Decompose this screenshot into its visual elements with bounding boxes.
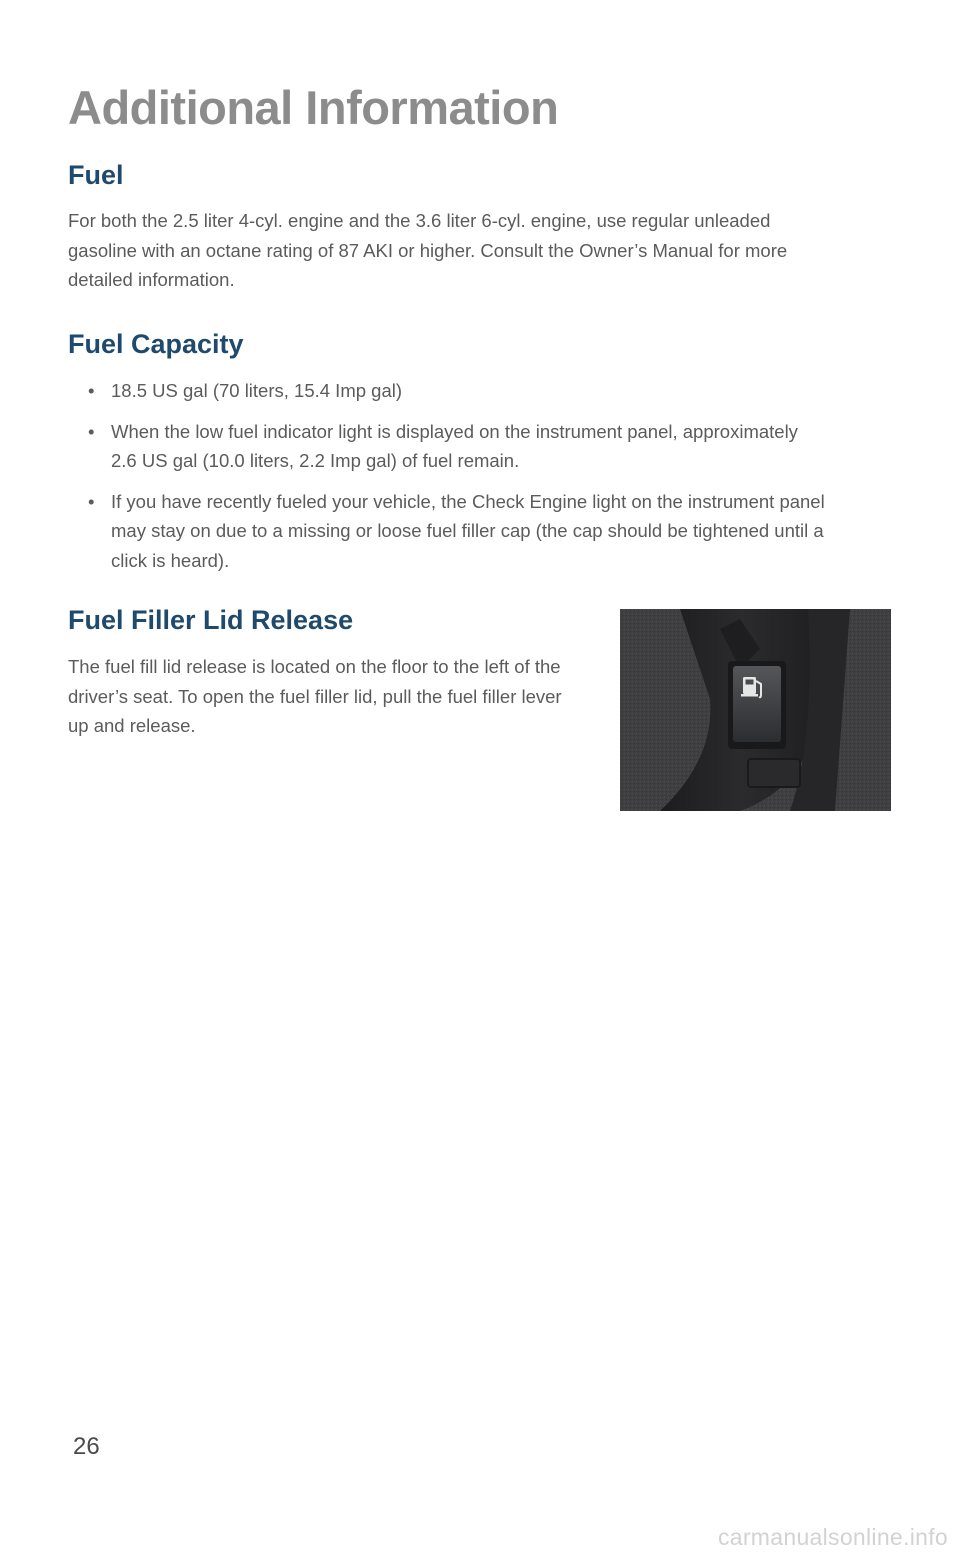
fuel-line-2: gasoline with an octane rating of 87 AKI or higher. Consult the Owner’s Manual for more (68, 239, 788, 261)
fuel-filler-line-1: The fuel fill lid release is located on the floor to the left of the (68, 656, 561, 677)
bullet-icon: • (88, 380, 95, 401)
bullet-icon: • (88, 490, 95, 512)
page-number: 26 (73, 1433, 100, 1460)
list-item (88, 417, 888, 476)
bullet-3-line-1: If you have recently fueled your vehicle, the Check Engine light on the instrument panel (111, 490, 825, 512)
list-item (88, 487, 888, 576)
fuel-filler-line-2: driver’s seat. To open the fuel filler lid, pull the fuel filler lever (68, 685, 562, 707)
fuel-line-1: For both the 2.5 liter 4-cyl. engine and the 3.6 liter 6-cyl. engine, use regular unleaded (68, 210, 771, 231)
fuel-filler-paragraph (68, 652, 608, 741)
fuel-capacity-list (88, 376, 888, 586)
fuel-heading: Fuel (68, 160, 124, 190)
fuel-capacity-heading: Fuel Capacity (68, 329, 244, 359)
fuel-filler-lever-illustration (620, 609, 891, 811)
bullet-2-line-1: When the low fuel indicator light is displayed on the instrument panel, approximately (111, 420, 798, 442)
page-title: Additional Information (68, 81, 559, 134)
fuel-filler-line-3: up and release. (68, 715, 196, 736)
fuel-filler-lever-photo (620, 609, 891, 811)
bullet-3-line-3: click is heard). (111, 549, 230, 571)
watermark: carmanualsonline.info (717, 1524, 948, 1550)
fuel-paragraph (68, 206, 888, 295)
bullet-3-line-2: may stay on due to a missing or loose fuel filler cap (the cap should be tightened until a (111, 520, 824, 541)
bullet-1-line-1: 18.5 US gal (70 liters, 15.4 Imp gal) (111, 380, 403, 401)
fuel-line-3: detailed information. (68, 269, 235, 290)
fuel-filler-heading: Fuel Filler Lid Release (68, 605, 354, 635)
bullet-2-line-2: 2.6 US gal (10.0 liters, 2.2 Imp gal) of fuel remain. (111, 450, 520, 471)
bullet-icon: • (88, 420, 95, 442)
list-item (88, 376, 888, 406)
